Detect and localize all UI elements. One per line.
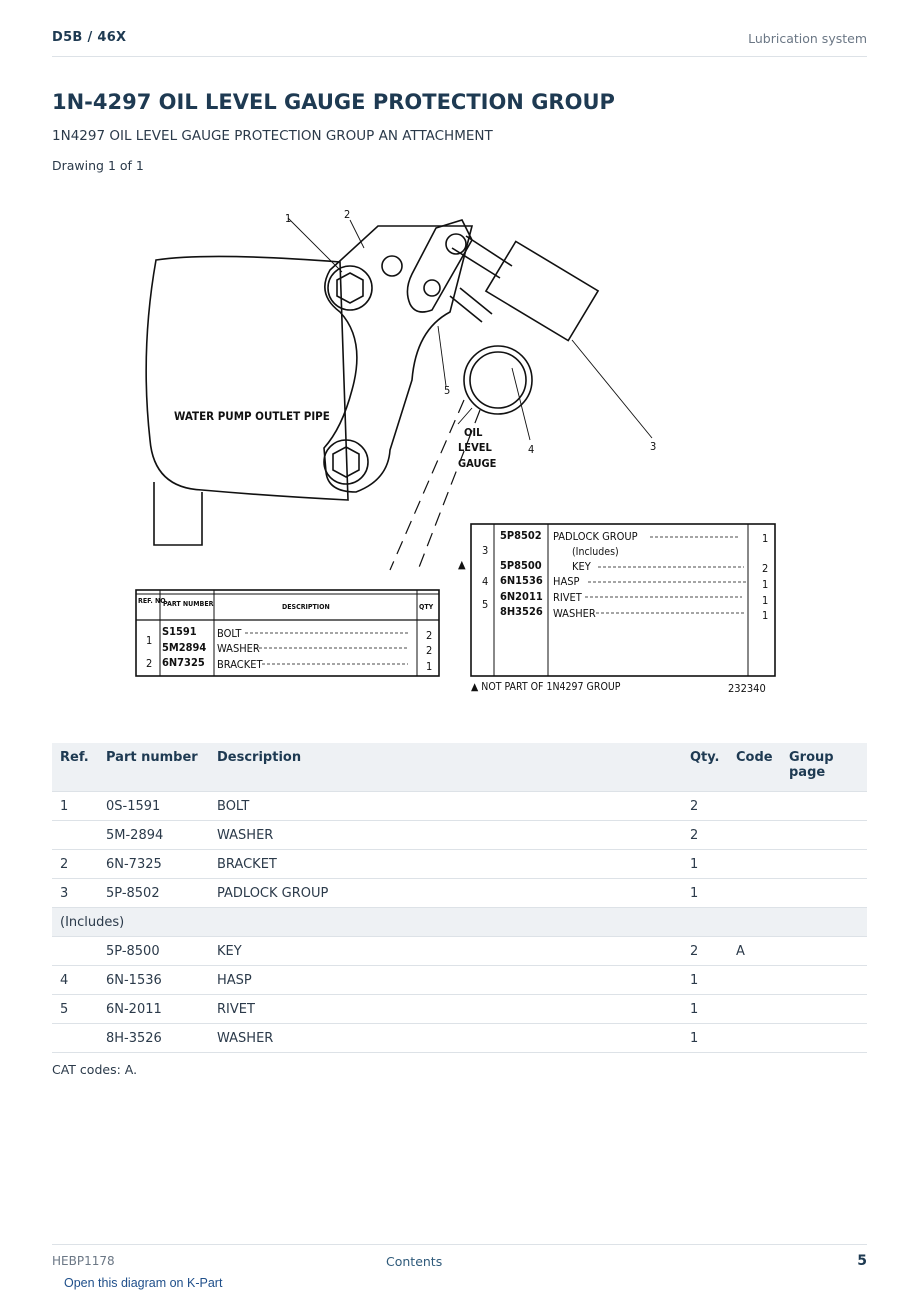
right-row3-qty: 2 — [762, 562, 769, 575]
table-row — [52, 1024, 867, 1053]
row-code — [728, 879, 781, 908]
table-row — [52, 995, 867, 1024]
parts-diagram — [120, 200, 800, 700]
row-description: PADLOCK GROUP — [209, 879, 682, 908]
right-row6-qty: 1 — [762, 609, 769, 622]
page-footer — [52, 1244, 867, 1275]
right-row5-qty: 1 — [762, 594, 769, 607]
oil-gauge-ring — [464, 346, 532, 414]
row-description: BRACKET — [209, 850, 682, 879]
pipe-stub — [154, 482, 202, 545]
page-number: 5 — [857, 1253, 867, 1269]
right-row5-desc: RIVET — [553, 591, 582, 604]
row-part-number: 6N-7325 — [98, 850, 209, 879]
left-parts-legend — [136, 590, 439, 676]
right-row1-part: 5P8502 — [500, 529, 542, 542]
row-part-number: 5P-8502 — [98, 879, 209, 908]
legend-row1-part: S1591 — [162, 625, 197, 638]
includes-note: (Includes) — [52, 908, 867, 937]
svg-text:▲: ▲ — [458, 558, 466, 571]
pipe-label: WATER PUMP OUTLET PIPE — [174, 409, 330, 423]
table-row — [52, 879, 867, 908]
row-part-number: 6N-1536 — [98, 966, 209, 995]
legend-row2-qty: 2 — [426, 644, 433, 657]
row-description: RIVET — [209, 995, 682, 1024]
table-row — [52, 821, 867, 850]
row-code — [728, 966, 781, 995]
row-part-number: 5P-8500 — [98, 937, 209, 966]
row-ref — [52, 1024, 98, 1053]
row-ref — [52, 937, 98, 966]
row-ref: 3 — [52, 879, 98, 908]
callout-5: 5 — [444, 384, 451, 397]
legend-head-part: PART NUMBER — [163, 600, 214, 608]
kpart-link[interactable]: Open this diagram on K-Part — [64, 1276, 223, 1290]
right-row6-desc: WASHER — [553, 607, 596, 620]
bracket-hole — [382, 256, 402, 276]
table-row — [52, 966, 867, 995]
row-part-number: 0S-1591 — [98, 792, 209, 821]
legend-row3-ref: 2 — [146, 657, 153, 670]
row-description: WASHER — [209, 1024, 682, 1053]
right-row4-qty: 1 — [762, 578, 769, 591]
row-qty: 1 — [682, 879, 728, 908]
row-group-page — [781, 995, 867, 1024]
right-row2-ref: 3 — [482, 544, 489, 557]
legend-row2-desc: WASHER — [217, 642, 260, 655]
right-row1-qty: 1 — [762, 532, 769, 545]
page-title: 1N-4297 OIL LEVEL GAUGE PROTECTION GROUP — [52, 90, 615, 114]
page-subtitle: 1N4297 OIL LEVEL GAUGE PROTECTION GROUP AN ATTACHMENT — [52, 128, 493, 144]
right-row5-part: 6N2011 — [500, 590, 543, 603]
model-breadcrumb: D5B / 46X — [52, 30, 127, 45]
legend-row3-part: 6N7325 — [162, 656, 205, 669]
col-qty: Qty. — [682, 743, 728, 792]
callout-1: 1 — [285, 212, 292, 225]
right-row3-desc: KEY — [572, 560, 591, 573]
row-description: KEY — [209, 937, 682, 966]
row-code — [728, 995, 781, 1024]
right-row4-desc: HASP — [553, 575, 580, 588]
table-row — [52, 937, 867, 966]
col-code: Code — [728, 743, 781, 792]
row-group-page — [781, 879, 867, 908]
row-code — [728, 1024, 781, 1053]
legend-row3-qty: 1 — [426, 660, 433, 673]
row-code: A — [728, 937, 781, 966]
legend-head-qty: QTY — [419, 603, 434, 611]
oil-gauge-inner — [470, 352, 526, 408]
row-description: WASHER — [209, 821, 682, 850]
right-row4-ref: 4 — [482, 575, 489, 588]
col-part-number: Part number — [98, 743, 209, 792]
row-qty: 1 — [682, 995, 728, 1024]
col-group-page: Group page — [781, 743, 867, 792]
row-ref: 5 — [52, 995, 98, 1024]
gauge-label-2: LEVEL — [458, 441, 492, 454]
document-id: HEBP1178 — [52, 1254, 115, 1268]
legend-row3-desc: BRACKET — [217, 658, 263, 671]
legend-row2-part: 5M2894 — [162, 641, 207, 654]
row-group-page — [781, 821, 867, 850]
pipe-outline — [146, 256, 348, 500]
row-qty: 2 — [682, 792, 728, 821]
row-qty: 2 — [682, 937, 728, 966]
table-row — [52, 792, 867, 821]
right-row3-part: 5P8500 — [500, 559, 542, 572]
contents-link[interactable]: Contents — [386, 1254, 443, 1269]
row-ref: 4 — [52, 966, 98, 995]
row-code — [728, 821, 781, 850]
right-row5-ref: 5 — [482, 598, 489, 611]
legend-row1-ref: 1 — [146, 634, 153, 647]
right-row1-desc: PADLOCK GROUP — [553, 530, 638, 543]
hasp-slot — [450, 288, 492, 322]
rivet-hole — [424, 280, 440, 296]
drawing-number: 232340 — [728, 682, 766, 695]
legend-head-ref: REF. NO. — [138, 597, 168, 605]
row-ref — [52, 821, 98, 850]
row-part-number: 5M-2894 — [98, 821, 209, 850]
row-part-number: 8H-3526 — [98, 1024, 209, 1053]
row-group-page — [781, 966, 867, 995]
row-group-page — [781, 850, 867, 879]
table-header-row — [52, 743, 867, 792]
callout-4: 4 — [528, 443, 535, 456]
callout-2: 2 — [344, 208, 351, 221]
includes-row — [52, 908, 867, 937]
row-part-number: 6N-2011 — [98, 995, 209, 1024]
parts-table — [52, 743, 867, 1053]
row-code — [728, 792, 781, 821]
table-row — [52, 850, 867, 879]
gauge-label-3: GAUGE — [458, 457, 497, 470]
legend-row1-qty: 2 — [426, 629, 433, 642]
row-group-page — [781, 792, 867, 821]
cat-codes: CAT codes: A. — [52, 1062, 138, 1077]
row-ref: 2 — [52, 850, 98, 879]
row-qty: 2 — [682, 821, 728, 850]
row-qty: 1 — [682, 850, 728, 879]
section-name: Lubrication system — [748, 31, 867, 46]
right-footnote: ▲ NOT PART OF 1N4297 GROUP — [471, 681, 621, 693]
legend-head-desc: DESCRIPTION — [282, 603, 330, 611]
col-ref: Ref. — [52, 743, 98, 792]
right-row4-part: 6N1536 — [500, 574, 543, 587]
col-description: Description — [209, 743, 682, 792]
legend-row1-desc: BOLT — [217, 627, 242, 640]
right-parts-legend — [458, 524, 775, 695]
gauge-label-1: OIL — [464, 426, 483, 439]
row-qty: 1 — [682, 1024, 728, 1053]
row-group-page — [781, 1024, 867, 1053]
callout-3: 3 — [650, 440, 657, 453]
row-qty: 1 — [682, 966, 728, 995]
right-row6-part: 8H3526 — [500, 605, 543, 618]
row-group-page — [781, 937, 867, 966]
row-ref: 1 — [52, 792, 98, 821]
right-row2-desc: (Includes) — [572, 546, 619, 558]
padlock-body — [486, 241, 598, 340]
page-header — [52, 28, 867, 57]
drawing-count: Drawing 1 of 1 — [52, 158, 144, 173]
row-description: BOLT — [209, 792, 682, 821]
row-code — [728, 850, 781, 879]
row-description: HASP — [209, 966, 682, 995]
